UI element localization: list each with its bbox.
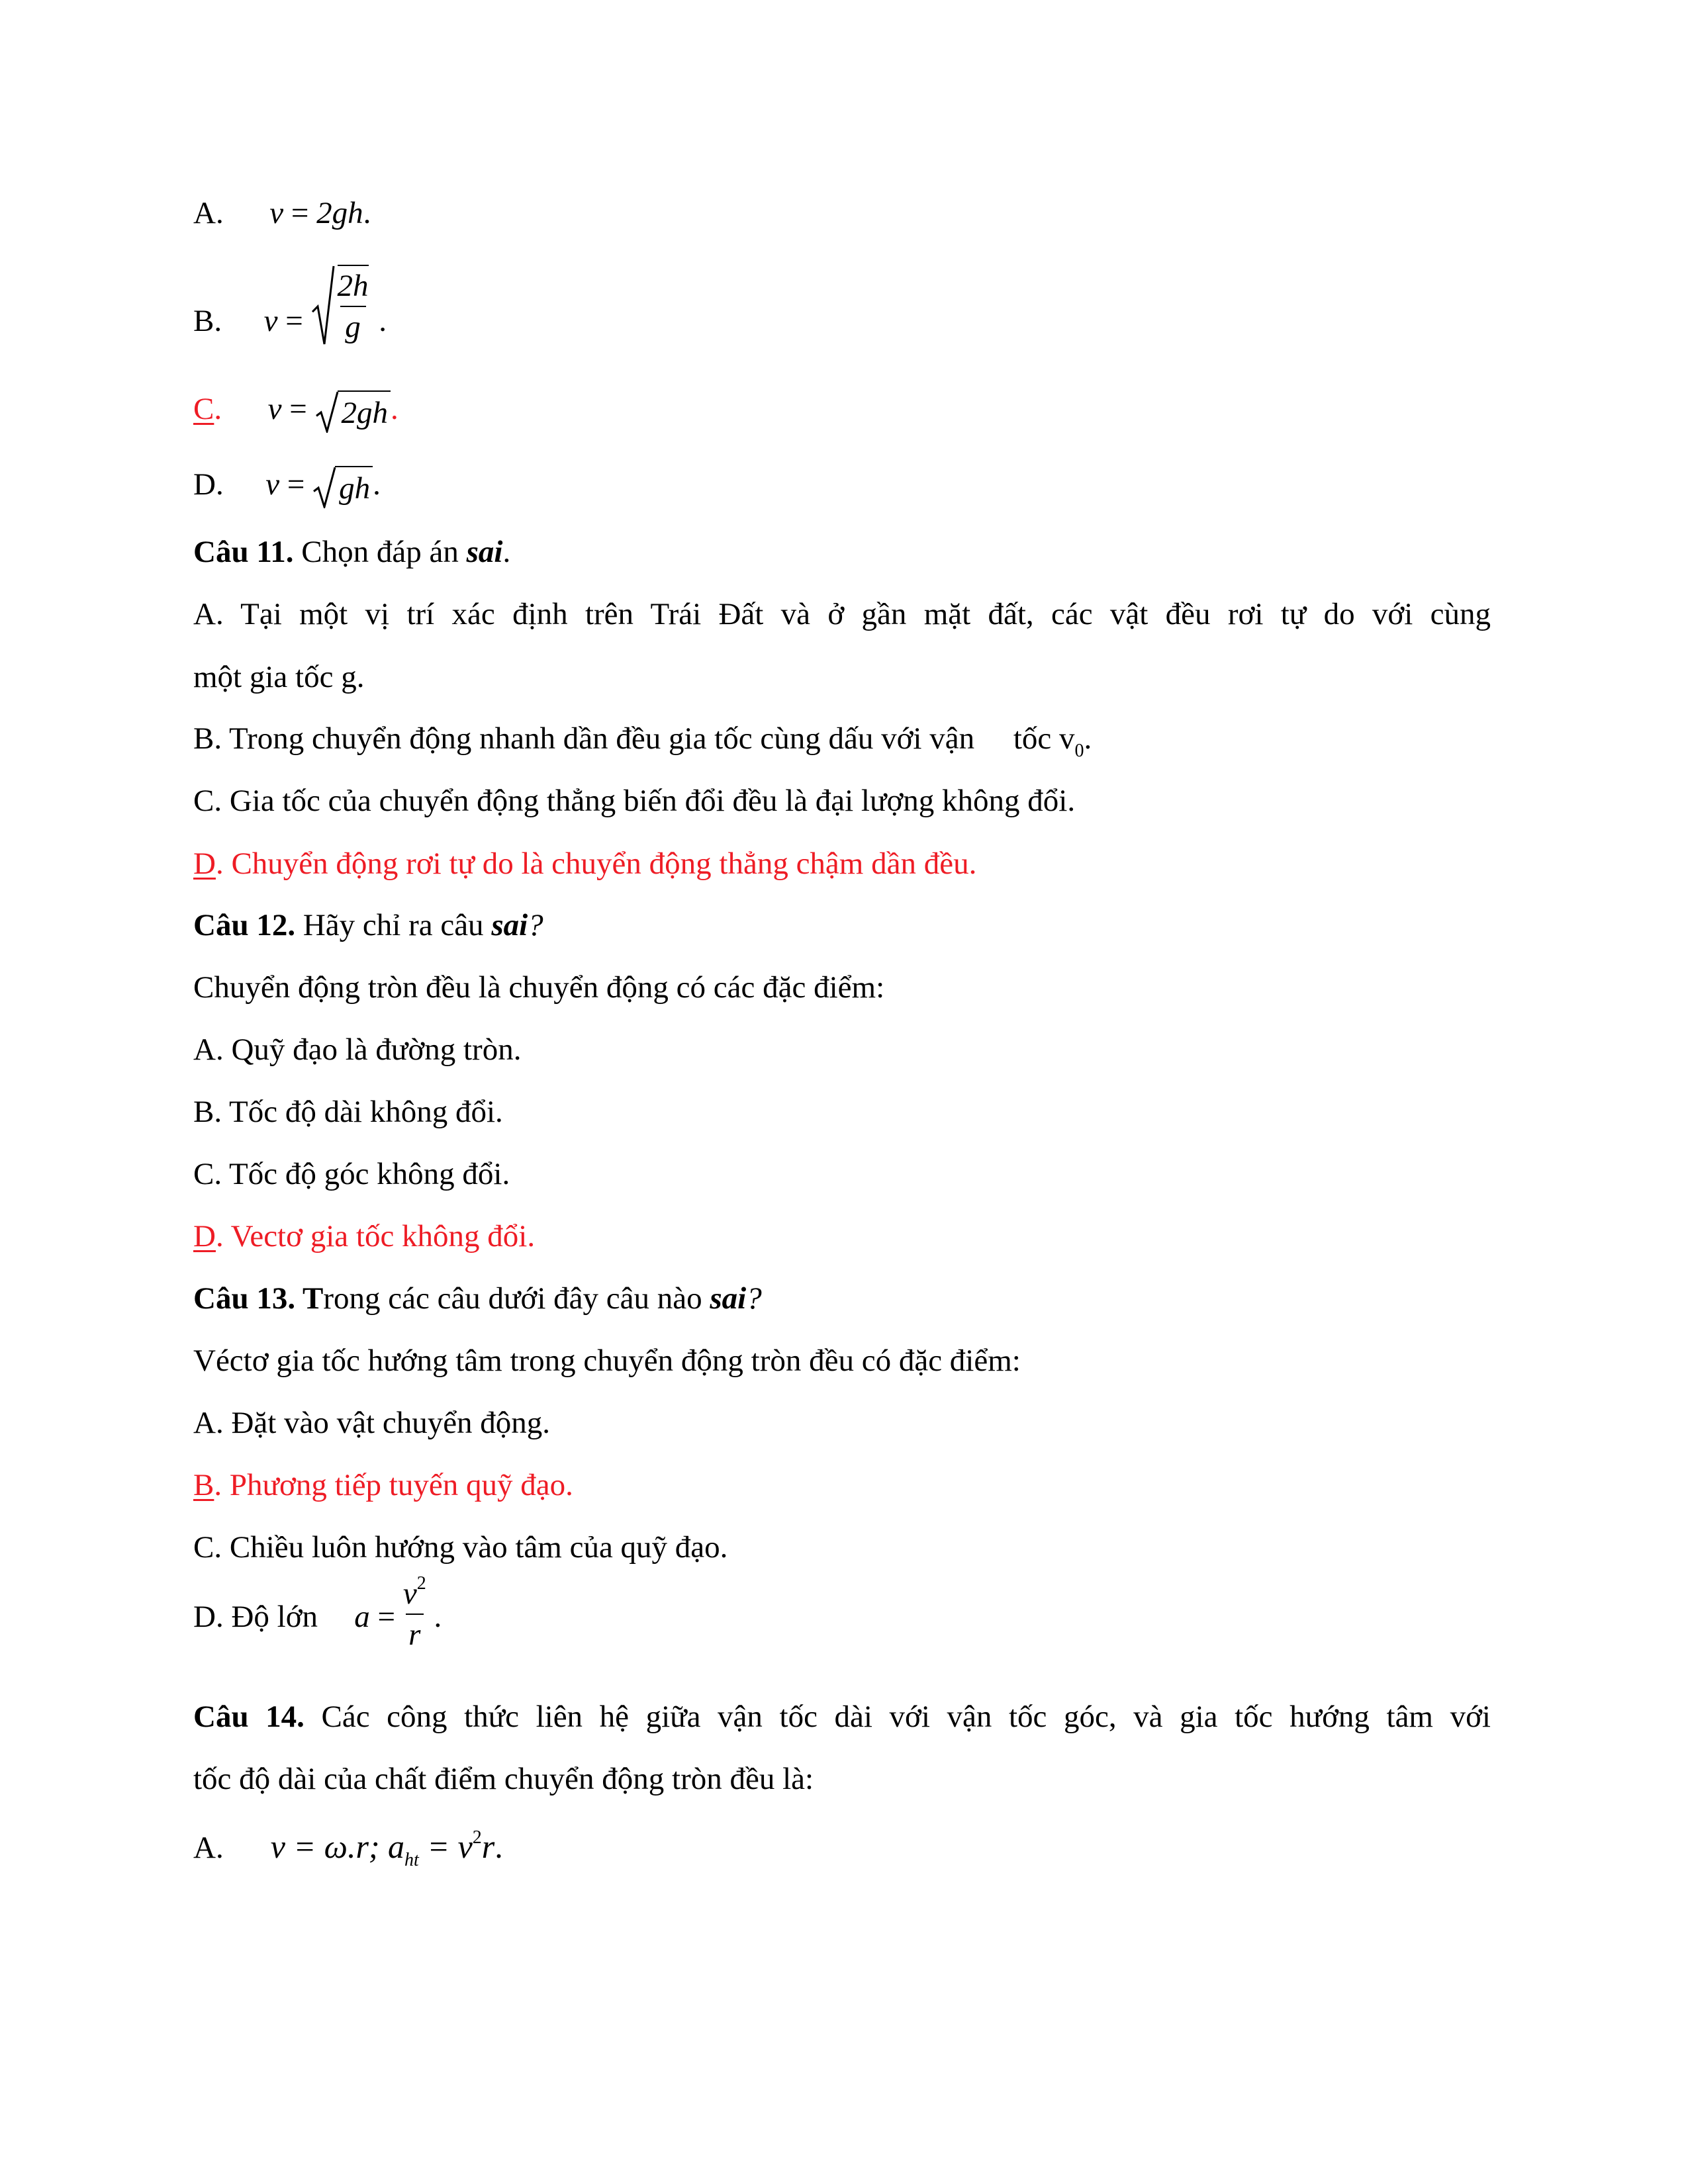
- q12-option-b: B. Tốc độ dài không đổi.: [193, 1095, 503, 1129]
- q11-heading: [193, 532, 510, 572]
- option-dot: .: [214, 392, 222, 426]
- q13-option-c: C. Chiều luôn hướng vào tâm của quỹ đạo.: [193, 1530, 728, 1565]
- subscript: 0: [1074, 741, 1084, 761]
- superscript: 2: [416, 1573, 426, 1594]
- correct-answer-label: D: [193, 846, 216, 881]
- option-text: . Phương tiếp tuyến quỹ đạo.: [214, 1468, 573, 1502]
- q12-option-c: C. Tốc độ góc không đổi.: [193, 1157, 510, 1191]
- q12-stem: Chuyển động tròn đều là chuyển động có các đặc điểm:: [193, 970, 885, 1005]
- correct-answer-label: C: [193, 392, 214, 426]
- option-text: . Chuyển động rơi tự do là chuyển động thẳng chậm dần đều.: [215, 846, 977, 881]
- question-label: Câu 14.: [193, 1700, 305, 1734]
- formula-eq: =: [289, 392, 307, 426]
- formula-eq: =: [291, 196, 309, 230]
- formula-lhs: a: [354, 1599, 370, 1634]
- question-prompt: rong các câu dưới đây câu nào: [323, 1281, 710, 1316]
- q13-option-d: [193, 1575, 442, 1653]
- formula-lhs: v: [263, 303, 278, 338]
- question-keyword: sai: [466, 535, 503, 569]
- option-text: B. Trong chuyển động nhanh dần đều gia tốc cùng dấu với vận tốc v: [193, 721, 1075, 756]
- fraction-denominator: g: [345, 310, 361, 344]
- superscript: 2: [472, 1827, 482, 1848]
- question-label: Câu 12.: [193, 908, 296, 942]
- radicand: 2gh: [338, 390, 391, 433]
- q13-option-a: A. Đặt vào vật chuyển động.: [193, 1406, 551, 1440]
- q14-heading: [193, 1697, 1491, 1737]
- q14-prompt-line2: tốc độ dài của chất điểm chuyển động tròn đều là:: [193, 1762, 814, 1796]
- q10-option-a: [193, 193, 371, 233]
- q10-option-c: [193, 389, 399, 433]
- formula-end: .: [363, 196, 371, 230]
- q12-option-d: [193, 1216, 535, 1256]
- q13-option-b: [193, 1465, 573, 1505]
- radical-sign-icon: [311, 265, 335, 345]
- formula-part: = v: [418, 1828, 473, 1865]
- q11-option-a-line2: một gia tốc g.: [193, 660, 365, 694]
- formula-end: .: [373, 467, 381, 502]
- sqrt-fraction: [311, 265, 371, 345]
- question-prompt: Chọn đáp án: [293, 535, 467, 569]
- formula-lhs: v: [269, 196, 284, 230]
- q11-option-d: [193, 844, 976, 884]
- formula-end: .: [494, 1828, 503, 1865]
- sqrt: [312, 466, 373, 508]
- correct-answer-label: B: [193, 1468, 214, 1502]
- question-end: ?: [528, 908, 543, 942]
- option-label: A.: [193, 1831, 224, 1865]
- formula-part: r: [481, 1828, 495, 1865]
- q10-option-b: [193, 265, 387, 345]
- q11-option-a-line1: A. Tại một vị trí xác định trên Trái Đất và ở gần mặt đất, các vật đều rơi tự do với cùng: [193, 597, 1491, 631]
- question-label-t: T: [295, 1281, 324, 1316]
- question-prompt: Các công thức liên hệ giữa vận tốc dài với vận tốc góc, và gia tốc hướng tâm với: [304, 1700, 1491, 1734]
- question-end: .: [502, 535, 511, 569]
- subscript: ht: [404, 1850, 419, 1870]
- q12-heading: [193, 905, 543, 945]
- q10-option-d: [193, 465, 381, 508]
- option-text: . Vectơ gia tốc không đổi.: [215, 1219, 536, 1253]
- fraction-numerator: [403, 1575, 426, 1612]
- fraction-denominator: r: [408, 1617, 421, 1652]
- option-text: D. Độ lớn: [193, 1599, 326, 1634]
- fraction: [403, 1575, 426, 1653]
- radicand: gh: [335, 466, 373, 508]
- q13-heading: [193, 1279, 762, 1318]
- question-prompt: Hãy chỉ ra câu: [295, 908, 492, 942]
- question-label: Câu 13.: [193, 1281, 296, 1316]
- numerator-base: v: [402, 1576, 417, 1611]
- option-label: D.: [193, 467, 224, 502]
- formula-end: .: [434, 1599, 442, 1634]
- formula-end: .: [379, 303, 387, 338]
- question-keyword: sai: [491, 908, 528, 942]
- q11-option-c: C. Gia tốc của chuyển động thẳng biến đổi đều là đại lượng không đổi.: [193, 784, 1076, 818]
- q14-option-a: [193, 1827, 503, 1868]
- q11-option-b: [193, 719, 1092, 761]
- option-label: A.: [193, 196, 224, 230]
- formula-eq: =: [285, 303, 303, 338]
- formula-eq: =: [287, 467, 305, 502]
- q12-option-a: A. Quỹ đạo là đường tròn.: [193, 1032, 522, 1067]
- formula-part: v = ω.r; a: [270, 1828, 405, 1865]
- radical-sign-icon: [315, 390, 339, 433]
- formula-lhs: v: [265, 467, 280, 502]
- option-end: .: [1084, 721, 1092, 756]
- question-keyword: sai: [710, 1281, 747, 1316]
- option-label: B.: [193, 303, 222, 338]
- formula-end: .: [391, 392, 399, 426]
- q13-stem: Véctơ gia tốc hướng tâm trong chuyển động tròn đều có đặc điểm:: [193, 1343, 1021, 1378]
- correct-answer-label: D: [193, 1219, 216, 1253]
- formula-eq: =: [377, 1599, 396, 1634]
- formula-lhs: v: [267, 392, 282, 426]
- fraction-numerator: 2h: [337, 269, 369, 303]
- radical-sign-icon: [312, 466, 336, 508]
- fraction: [338, 265, 369, 345]
- sqrt: [315, 390, 391, 433]
- question-label: Câu 11.: [193, 535, 294, 569]
- formula-rhs: 2gh: [316, 196, 363, 230]
- question-end: ?: [746, 1281, 762, 1316]
